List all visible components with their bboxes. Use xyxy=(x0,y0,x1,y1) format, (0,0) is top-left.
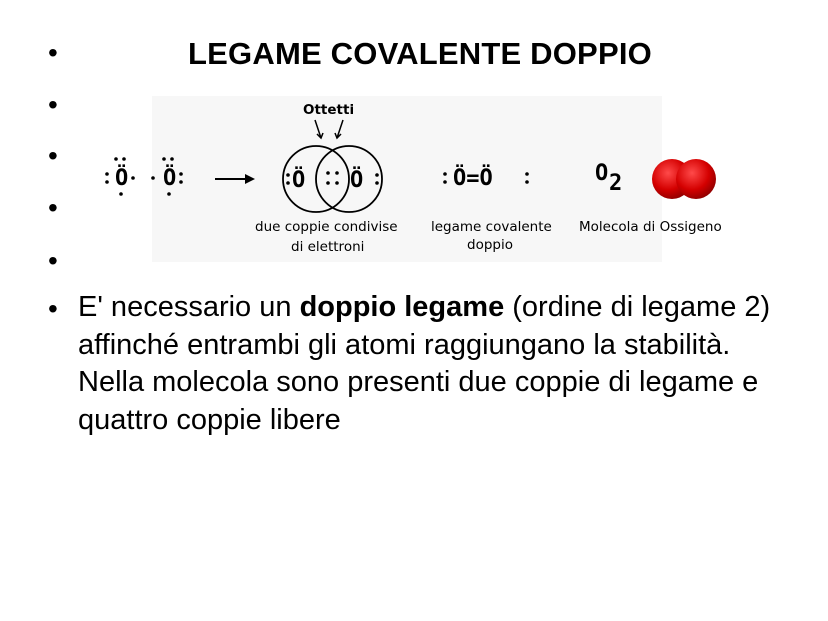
caption-molecule: Molecola di Ossigeno xyxy=(579,219,722,235)
empty-bullet-5 xyxy=(48,254,62,268)
caption-shared-pairs-line2: di elettroni xyxy=(291,239,365,255)
overlap-oxygen-1-label: Ö xyxy=(292,168,306,193)
octets-label: Ottetti xyxy=(303,102,355,118)
explanation-part-1: E' necessario un xyxy=(78,291,300,323)
caption-double-bond-line1: legame covalente xyxy=(431,219,552,235)
empty-bullet-1 xyxy=(48,46,62,60)
empty-bullet-2 xyxy=(48,98,62,112)
octet-pointer-arrows-icon xyxy=(315,120,343,138)
explanation-bold-term: doppio legame xyxy=(299,291,505,323)
oxygen-double-bond-figure xyxy=(95,96,745,266)
reactant-oxygen-1-label: Ö xyxy=(115,166,129,191)
explanation-part-2: (ordine di legame 2) affinché entrambi gli atomi raggiungano la stabilità. Nella molecola sono presenti due coppie di legame e quattro coppie libere xyxy=(78,291,771,436)
explanation-text xyxy=(78,289,798,439)
molecule-formula-subscript: 2 xyxy=(609,171,623,196)
slide-title: LEGAME COVALENTE DOPPIO xyxy=(188,36,652,71)
caption-double-bond-line2: doppio xyxy=(467,237,513,253)
empty-bullet-4 xyxy=(48,201,62,215)
oxygen-molecule-model-icon xyxy=(652,159,716,199)
reaction-arrow-icon xyxy=(215,174,255,184)
double-bond-formula: Ö=Ö xyxy=(453,166,493,191)
empty-bullet-3 xyxy=(48,149,62,163)
overlap-oxygen-2-label: Ö xyxy=(350,168,364,193)
text-bullet xyxy=(48,302,62,316)
caption-shared-pairs-line1: due coppie condivise xyxy=(255,219,398,235)
molecule-formula: O xyxy=(595,161,609,186)
reactant-oxygen-2-label: Ö xyxy=(163,166,177,191)
